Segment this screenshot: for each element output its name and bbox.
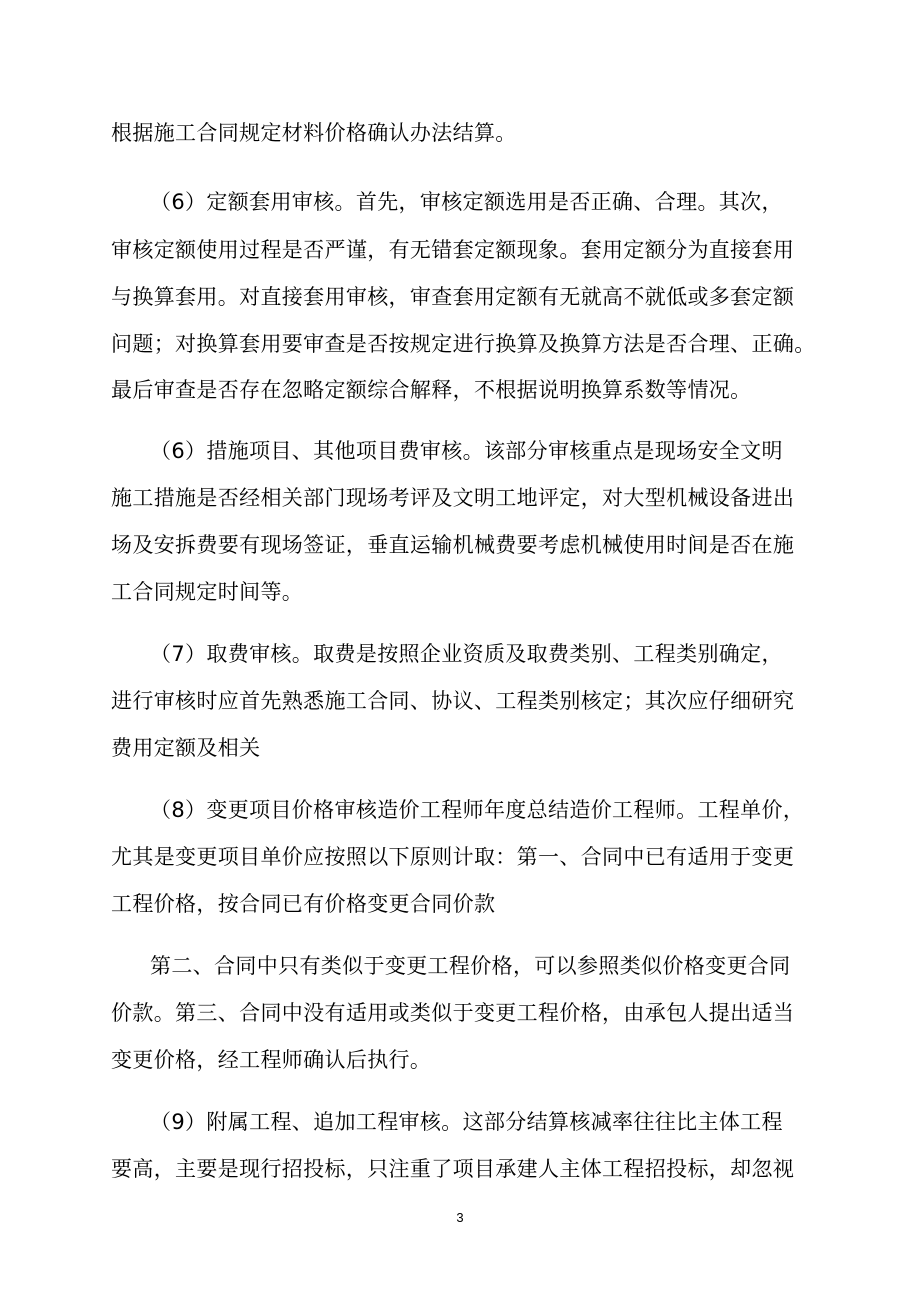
text-line: 进行审核时应首先熟悉施工合同、协议、工程类别核定；其次应仔细研究 — [111, 689, 795, 713]
text-line: 审核定额使用过程是否严谨，有无错套定额现象。套用定额分为直接套用 — [111, 238, 795, 262]
text-line: 问题；对换算套用要审查是否按规定进行换算及换算方法是否合理、正确。 — [111, 332, 816, 356]
text-line: 工程价格，按合同已有价格变更合同价款 — [111, 892, 496, 916]
text-line: 尤其是变更项目单价应按照以下原则计取：第一、合同中已有适用于变更 — [111, 845, 795, 869]
text-line: （8）变更项目价格审核造价工程师年度总结造价工程师。工程单价， — [150, 798, 805, 822]
text-line: （6）措施项目、其他项目费审核。该部分审核重点是现场安全文明 — [150, 439, 783, 463]
text-line: 第二、合同中只有类似于变更工程价格，可以参照类似价格变更合同 — [150, 954, 791, 978]
text-line: 变更价格，经工程师确认后执行。 — [111, 1048, 432, 1072]
text-line: （7）取费审核。取费是按照企业资质及取费类别、工程类别确定， — [150, 642, 783, 666]
text-line: 根据施工合同规定材料价格确认办法结算。 — [111, 121, 517, 145]
text-line: 工合同规定时间等。 — [111, 580, 304, 604]
text-line: 施工措施是否经相关部门现场考评及文明工地评定，对大型机械设备进出 — [111, 486, 795, 510]
text-line: 费用定额及相关 — [111, 736, 261, 760]
page-number: 3 — [456, 1210, 464, 1225]
text-line: （9）附属工程、追加工程审核。这部分结算核减率往往比主体工程 — [150, 1110, 783, 1134]
text-line: 与换算套用。对直接套用审核，审查套用定额有无就高不就低或多套定额 — [111, 285, 795, 309]
text-line: 价款。第三、合同中没有适用或类似于变更工程价格，由承包人提出适当 — [111, 1001, 795, 1025]
text-line: 场及安拆费要有现场签证，垂直运输机械费要考虑机械使用时间是否在施 — [111, 533, 795, 557]
text-line: （6）定额套用审核。首先，审核定额选用是否正确、合理。其次， — [150, 190, 783, 214]
text-line: 要高，主要是现行招投标，只注重了项目承建人主体工程招投标，却忽视 — [111, 1157, 795, 1181]
text-line: 最后审查是否存在忽略定额综合解释，不根据说明换算系数等情况。 — [111, 378, 752, 402]
